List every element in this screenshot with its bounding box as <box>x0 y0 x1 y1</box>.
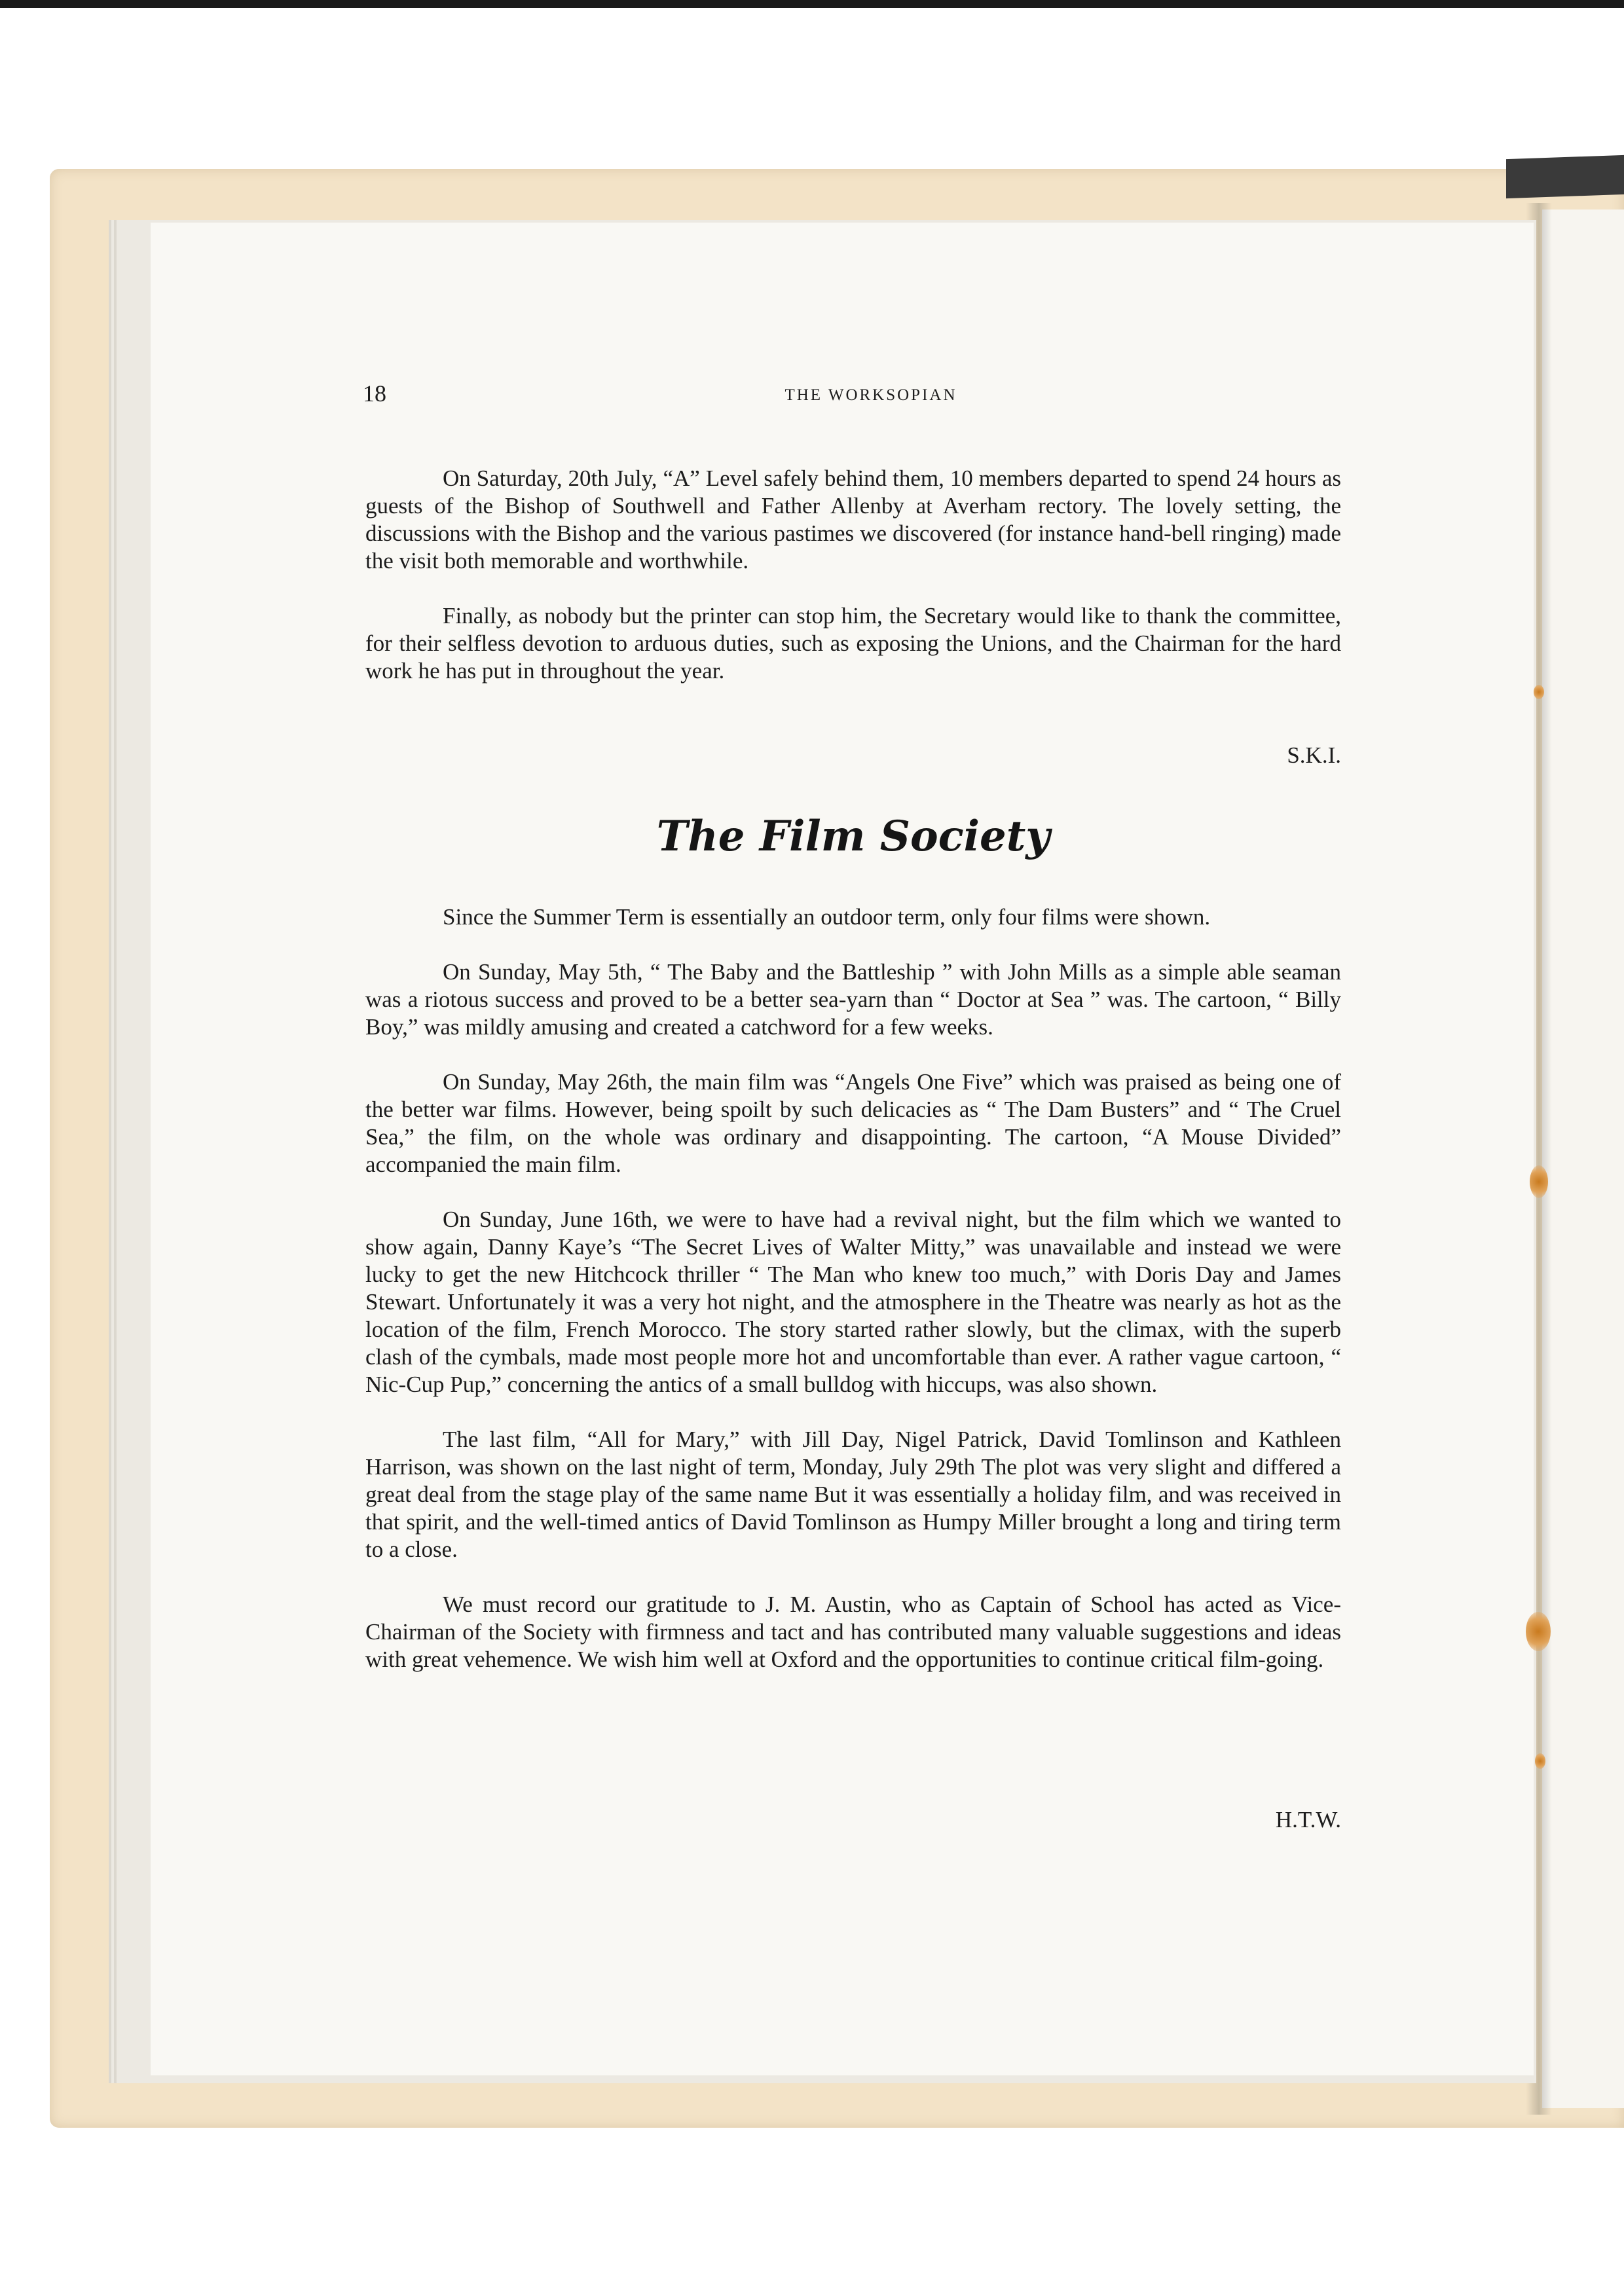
signature-ski: S.K.I. <box>1287 742 1341 768</box>
signature-htw: H.T.W. <box>1275 1807 1341 1832</box>
section-heading: The Film Society <box>656 812 1050 861</box>
paragraph: Finally, as nobody but the printer can stop him, the Secretary would like to thank the committee, for their selfless devotion to arduous duties, such as exposing the Unions, and the Chairman for the hard work he has put in throughout the year. <box>365 603 1341 683</box>
facing-page-edge <box>1542 210 1624 2108</box>
scan-top-edge <box>0 0 1624 8</box>
foxing-stain <box>1530 1165 1548 1198</box>
film-society-body <box>365 903 1341 1673</box>
paragraph: Since the Summer Term is essentially an outdoor term, only four films were shown. <box>443 904 1211 930</box>
paragraph: On Saturday, 20th July, “A” Level safely behind them, 10 members departed to spend 24 hours as guests of the Bishop of Southwell and Father Allenby at Averham rectory. The lovely setting, the discussions with the Bishop and the various pastimes we discovered (for instance hand-bell ringing) made the visit both memorable and worthwhile. <box>365 465 1341 574</box>
paragraph: The last film, “All for Mary,” with Jill Day, Nigel Patrick, David Tomlinson and Kathleen Harrison, was shown on the last night of term, Monday, July 29th The plot was very slight and differed a great deal from the stage play of the same name But it was essentially a holiday film, and was received in that spirit, and the well-timed antics of David Tomlinson as Humpy Miller brought a long and tiring term to a close. <box>365 1427 1341 1562</box>
running-header: THE WORKSOPIAN <box>784 386 957 404</box>
paragraph: On Sunday, May 5th, “ The Baby and the Battleship ” with John Mills as a simple able seaman was a riotous success and proved to be a better sea-yarn than “ Doctor at Sea ” was. The cartoon, “ Billy Boy,” was mildly amusing and created a catchword for a few weeks. <box>365 959 1341 1040</box>
paragraph: We must record our gratitude to J. M. Austin, who as Captain of School has acted as Vice-Chairman of the Society with firmness and tact and has contributed many valuable suggestions and ideas with great vehemence. We wish him well at Oxford and the opportunities to continue critical film-going. <box>365 1592 1341 1672</box>
cover-dark-edge <box>1506 155 1624 198</box>
page-number: 18 <box>363 380 386 407</box>
foxing-stain <box>1534 685 1544 699</box>
previous-article-body <box>365 465 1341 685</box>
paragraph: On Sunday, June 16th, we were to have had a revival night, but the film which we wanted to show again, Danny Kaye’s “The Secret Lives of Walter Mitty,” was unavailable and instead we were lucky to get the new Hitchcock thriller “ The Man who knew too much,” with Doris Day and James Stewart. Unfortunately it was a very hot night, and the atmosphere in the Theatre was nearly as hot as the location of the film, French Morocco. The story started rather slowly, but the climax, with the superb clash of the cymbals, made most people more hot and uncomfortable than ever. A rather vague cartoon, “ Nic-Cup Pup,” concerning the antics of a small bulldog with hiccups, was also shown. <box>365 1207 1341 1397</box>
foxing-stain <box>1535 1753 1545 1769</box>
paragraph: On Sunday, May 26th, the main film was “Angels One Five” which was praised as being one of the better war films. However, being spoilt by such delicacies as “ The Dam Busters” and “ The Cruel Sea,” the film, on the whole was ordinary and disappointing. The cartoon, “A Mouse Divided” accompanied the main film. <box>365 1069 1341 1177</box>
foxing-stain <box>1526 1612 1551 1651</box>
